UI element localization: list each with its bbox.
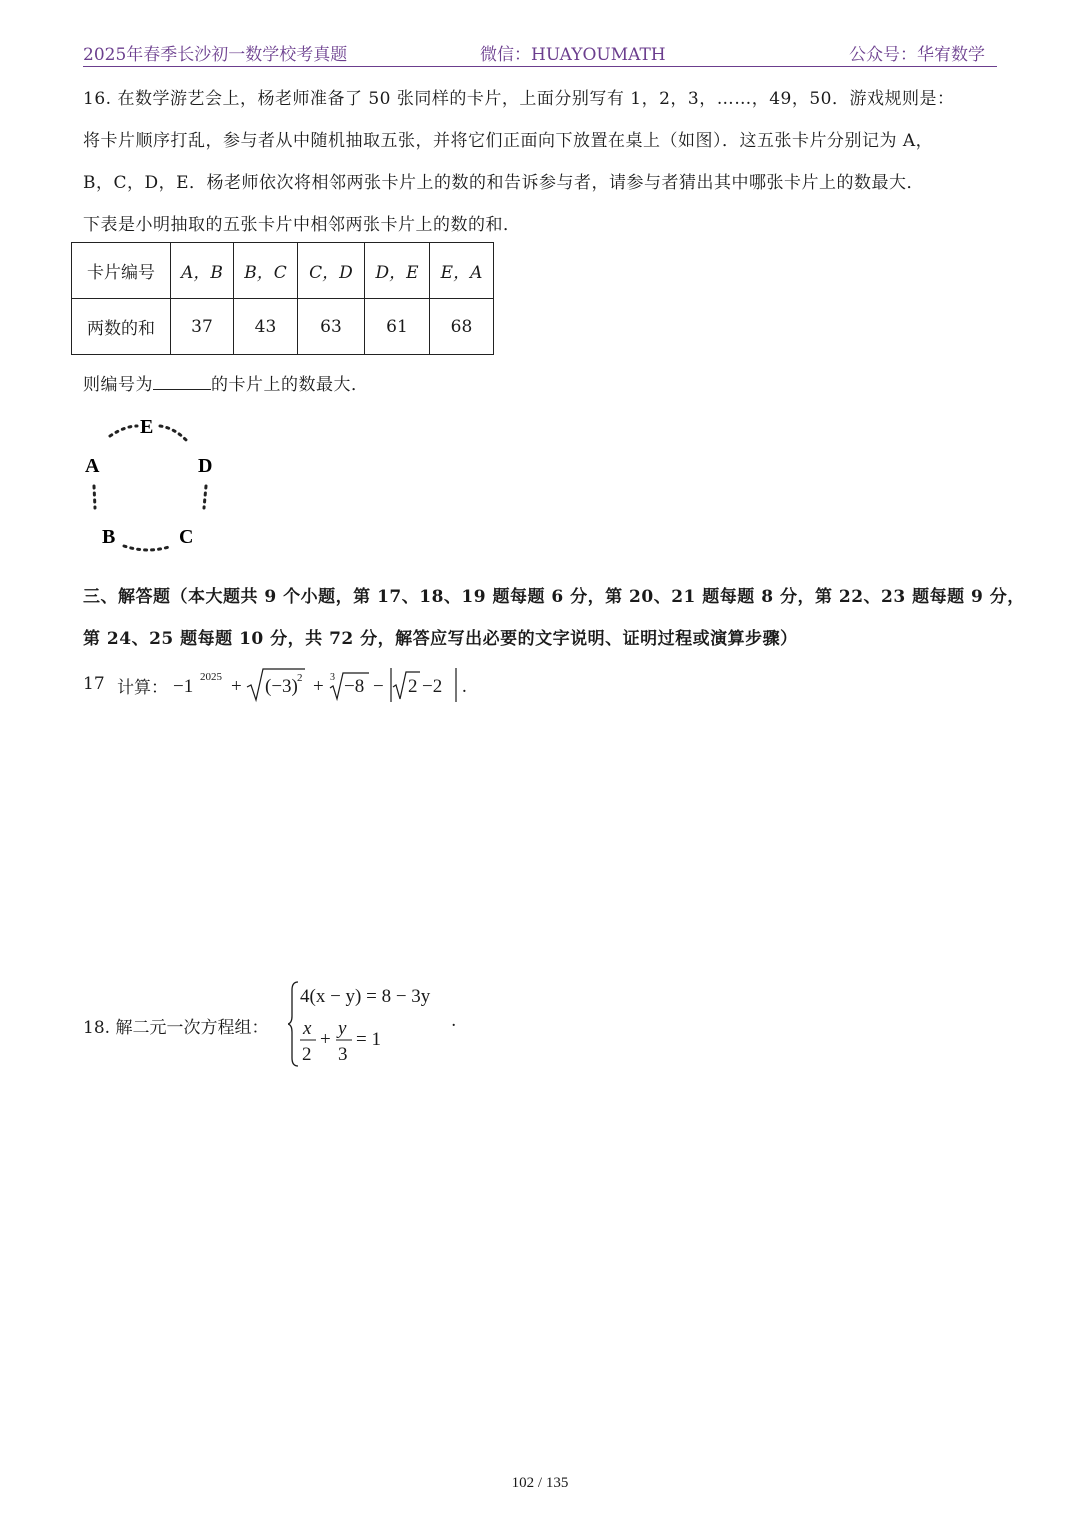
label-a: A [85,455,100,477]
table-cell: D，E [365,243,430,299]
table-cell: 37 [171,299,234,355]
q17-plus2: + [313,676,324,697]
table-cell: 43 [234,299,298,355]
page-number: 102 / 135 [511,1475,569,1491]
q17-term1: −1 [173,676,194,697]
q17-label: 计算： [117,678,168,698]
q18-eq2-y: y [338,1018,347,1039]
section3-line2: 第 24、25 题每题 10 分，共 72 分，解答应写出必要的文字说明、证明过程或演算步骤） [83,629,798,649]
q17-term2: (−3) [265,676,298,697]
q16-line4: 下表是小明抽取的五张卡片中相邻两张卡片上的数的和． [83,215,521,235]
card-sum-table [71,242,494,355]
label-c: C [179,526,194,548]
dotted-arc-bc [124,546,172,550]
label-b: B [102,526,116,548]
q18-eq1: 4(x − y) = 8 − 3y [300,986,431,1007]
q18-eq2-3: 3 [338,1044,348,1065]
header-wechat: 微信：HUAYOUMATH [480,45,666,65]
section3-line1: 三、解答题（本大题共 9 个小题，第 17、18、19 题每题 6 分，第 20、21 题每题 8 分，第 22、23 题每题 9 分， [83,587,1025,607]
q16-line3: B，C，D，E．杨老师依次将相邻两张卡片上的数的和告诉参与者，请参与者猜出其中哪张卡片上的数最大． [83,173,925,193]
header-account: 公众号：华宥数学 [849,45,985,65]
table-cell: 61 [365,299,430,355]
q16-line2: 将卡片顺序打乱，参与者从中随机抽取五张，并将它们正面向下放置在桌上（如图）．这五张卡片分别记为 A， [83,131,934,151]
q17-number: 17 [83,674,105,694]
left-brace [288,982,298,1066]
q18-label: 18. 解二元一次方程组： [83,1018,269,1038]
table-cell: E，A [430,243,494,299]
q17-minus: − [373,676,384,697]
q17-term4-in: 2 [408,676,418,697]
table-header-cell: 卡片编号 [72,243,171,299]
label-e: E [140,416,154,438]
table-cell: B，C [234,243,298,299]
q16-line1: 16. 在数学游艺会上，杨老师准备了 50 张同样的卡片，上面分别写有 1，2，3，……，49，50．游戏规则是： [83,89,955,109]
header-title: 2025年春季长沙初一数学校考真题 [83,45,348,65]
dotted-arc-ed [160,426,188,442]
q17-expression [173,664,473,710]
q17-period: . [462,676,467,697]
q18-eq2-x: x [303,1018,312,1039]
q18-eq2-rhs: = 1 [356,1029,381,1050]
q17-term3: −8 [344,676,365,697]
answer-blank [153,373,211,390]
dotted-arc-dc [204,486,206,508]
answer-prefix: 则编号为 [83,375,153,395]
q18 [83,978,483,1070]
dotted-arc-ab [94,486,95,508]
dotted-arc-ae [110,426,137,436]
card-circle-figure [80,408,230,558]
q17-term2-exp: 2 [297,672,303,684]
label-d: D [198,455,213,477]
q17-plus1: + [231,676,242,697]
page-header [83,38,997,67]
q16-answer-line [83,370,369,395]
q17-term4-rest: −2 [422,676,443,697]
table-cell: 63 [298,299,365,355]
q18-eq2-2: 2 [302,1044,312,1065]
q17-term1-exp: 2025 [200,671,222,683]
table-header-cell: 两数的和 [72,299,171,355]
q18-plus: + [320,1029,331,1050]
cube-index: 3 [330,672,335,683]
q17 [83,664,543,710]
table-cell: C，D [298,243,365,299]
table-row [72,243,494,299]
table-row [72,299,494,355]
answer-suffix: 的卡片上的数最大． [211,375,369,395]
q18-period: . [451,1011,457,1031]
table-cell: A，B [171,243,234,299]
table-cell: 68 [430,299,494,355]
q18-system [288,978,478,1070]
